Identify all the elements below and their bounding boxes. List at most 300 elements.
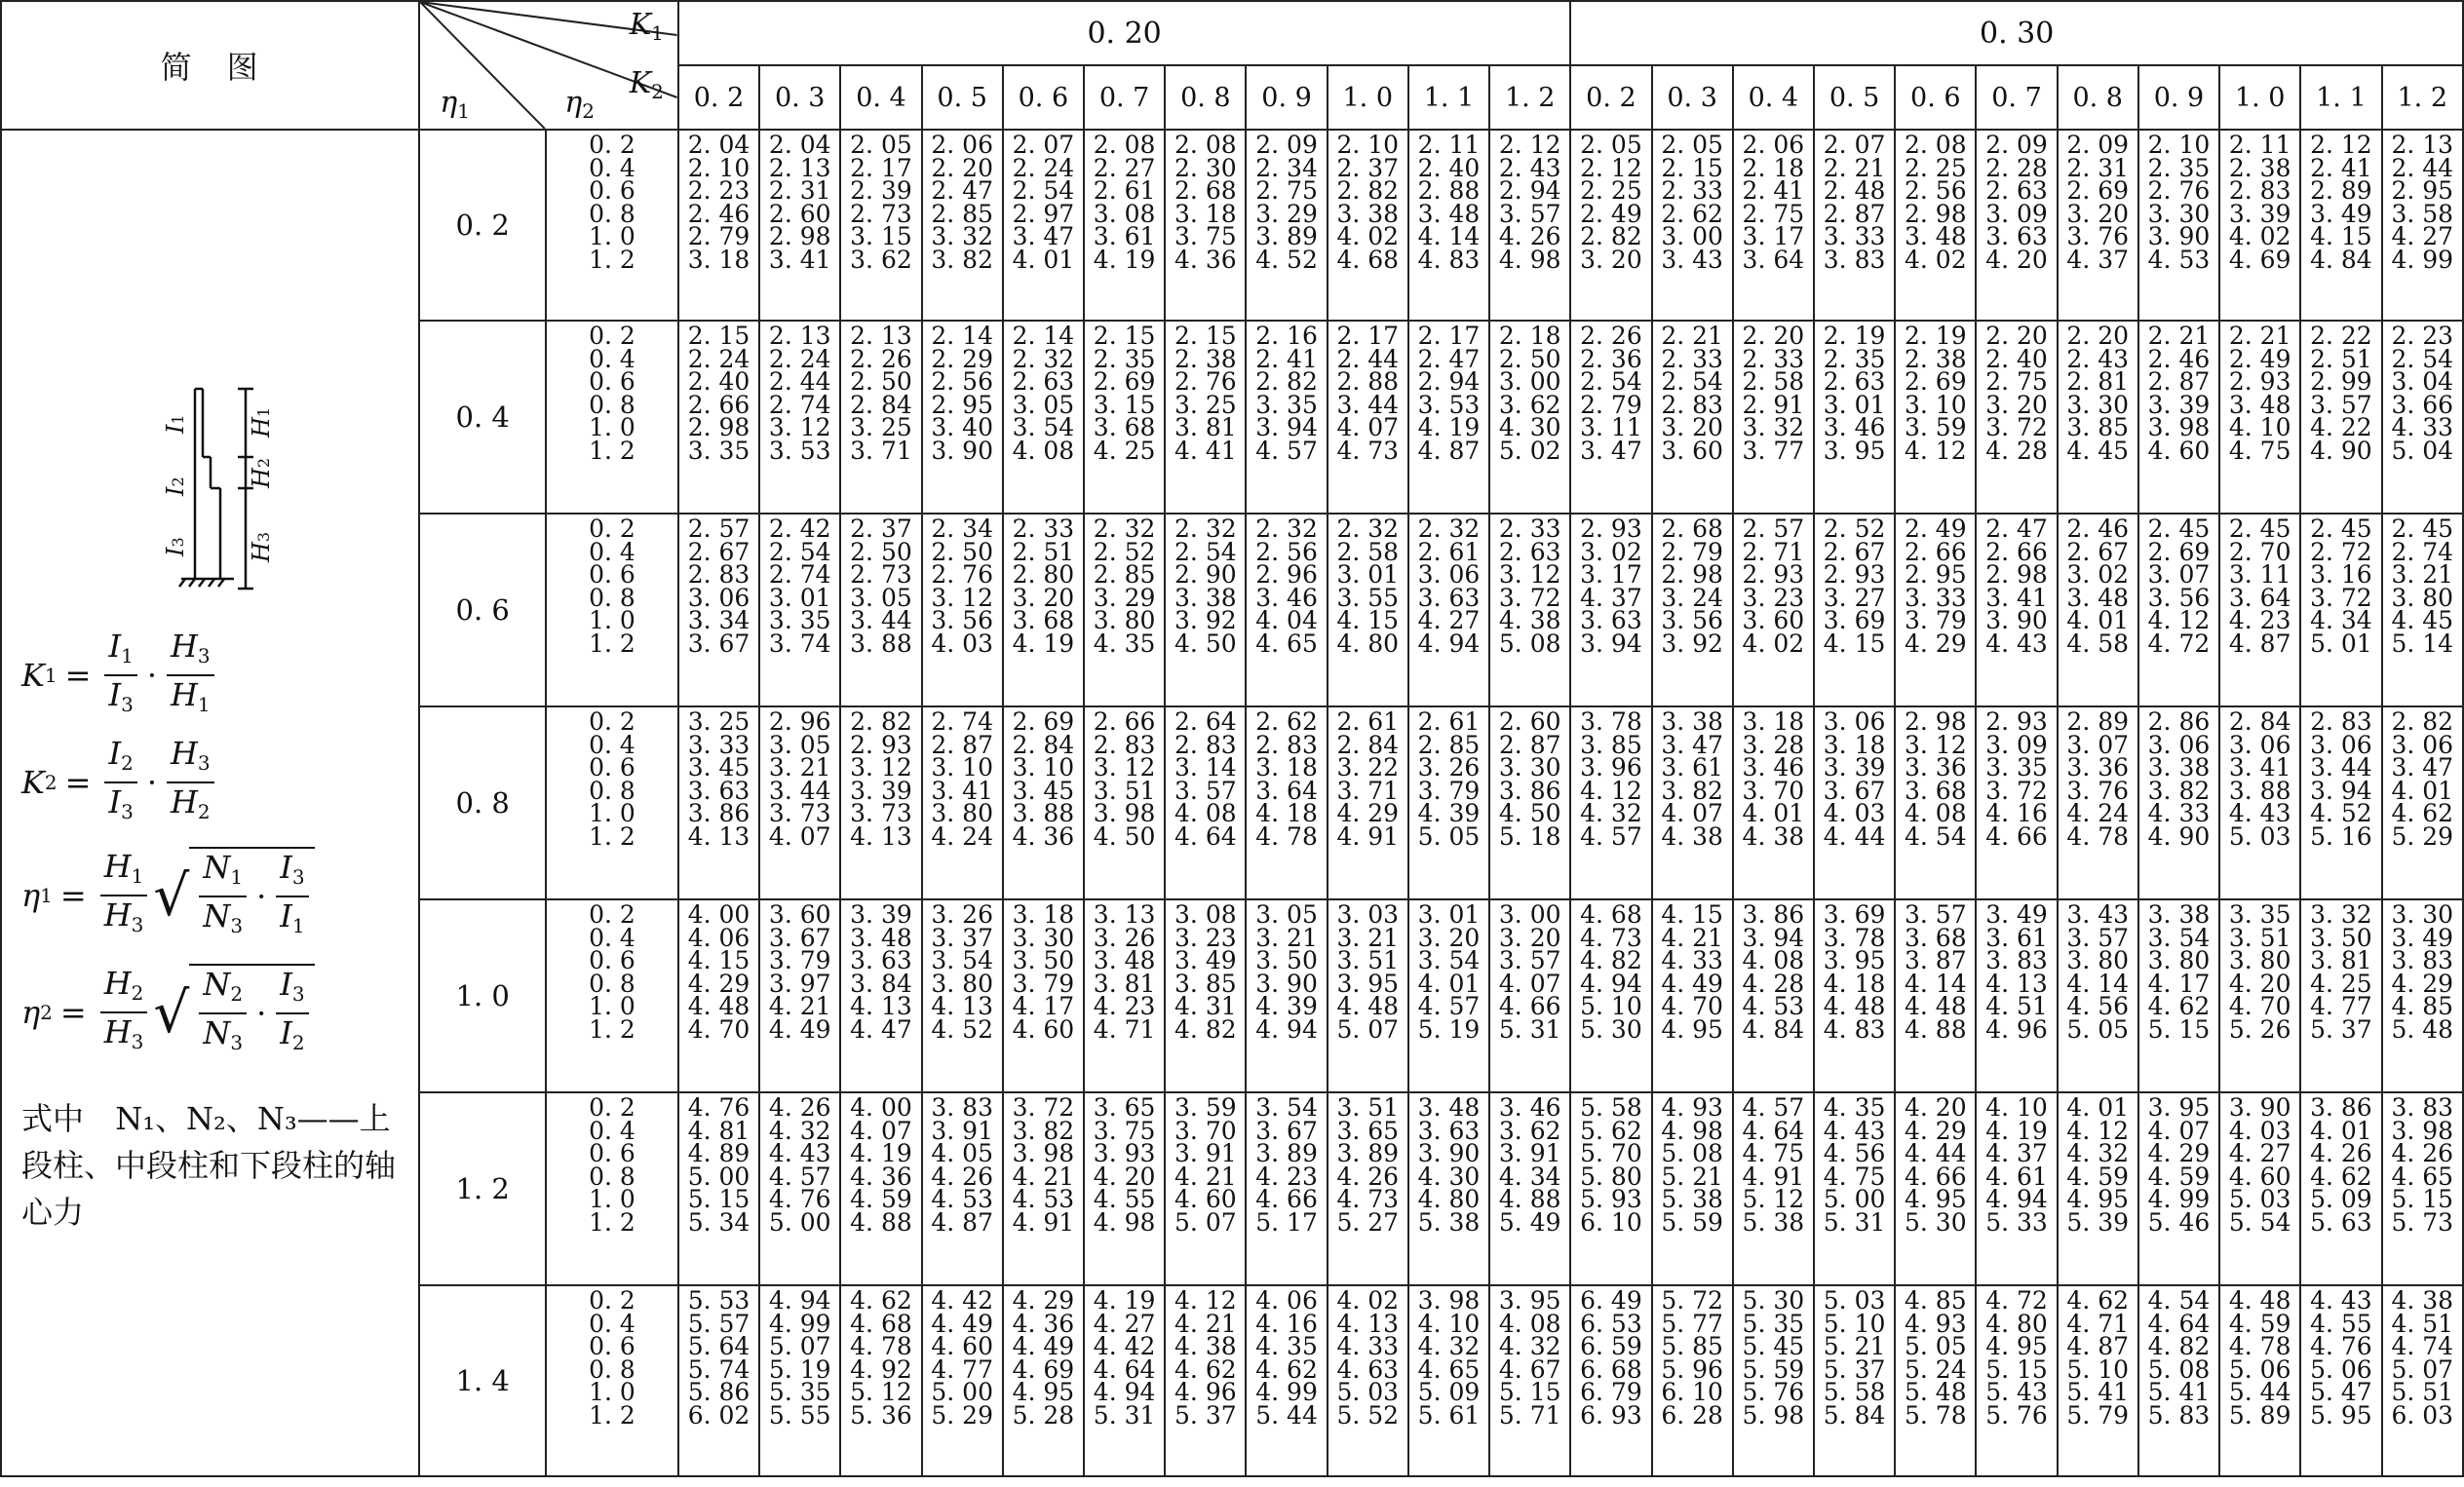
eta2-value: 0. 4 [589,730,635,759]
table-cell: 4. 26 [1336,1162,1400,1191]
table-cell: 2. 51 [2310,344,2372,373]
table-cell: 4. 01 [1742,799,1805,827]
table-cell: 2. 75 [1985,367,2048,396]
table-cell: 4. 70 [2228,992,2291,1020]
table-cell: 2. 38 [1174,344,1237,373]
table-cell: 2. 63 [1823,367,1886,396]
value-column-cell [759,1092,840,1285]
table-cell: 2. 47 [931,176,993,205]
table-cell: 4. 51 [1985,992,2048,1020]
eta2-value: 1. 2 [589,436,635,465]
table-cell: 4. 78 [2228,1332,2291,1360]
table-cell: 2. 28 [1985,153,2048,182]
table-cell: 3. 44 [768,776,831,805]
table-cell: 2. 85 [931,199,993,228]
table-cell: 6. 03 [2391,1400,2454,1430]
table-cell: 4. 44 [1823,821,1886,851]
table-cell: 3. 86 [687,799,751,827]
eta1-value: 0. 8 [419,706,546,899]
table-cell: 4. 29 [2391,969,2454,998]
table-cell: 2. 05 [850,131,912,159]
table-cell: 3. 83 [931,1093,993,1122]
table-cell: 3. 30 [2391,900,2454,929]
table-cell: 5. 54 [2228,1207,2291,1237]
table-cell: 4. 27 [2391,222,2454,250]
table-cell: 4. 53 [1742,992,1805,1020]
value-column-cell [1733,130,1814,321]
table-cell: 2. 40 [1417,153,1481,182]
table-cell: 3. 56 [2147,583,2211,612]
table-cell: 5. 08 [2147,1354,2211,1384]
table-cell: 3. 60 [1661,436,1723,465]
table-cell: 3. 18 [1174,199,1237,228]
eta2-values [546,706,678,899]
value-column-cell [1003,514,1084,706]
table-cell: 2. 83 [1255,730,1318,759]
table-cell: 3. 72 [1985,776,2048,805]
table-cell: 3. 29 [1255,199,1318,228]
table-cell: 5. 64 [687,1332,751,1360]
value-column-cell [1489,514,1570,706]
table-cell: 4. 53 [931,1185,993,1213]
table-cell: 3. 49 [2310,199,2372,228]
table-cell: 4. 90 [2310,436,2372,465]
table-cell: 3. 75 [1174,222,1237,250]
table-cell: 4. 70 [687,1014,751,1044]
table-cell: 2. 14 [1012,322,1075,350]
table-cell: 3. 78 [1823,923,1886,952]
value-column-cell [922,1092,1003,1285]
table-cell: 3. 21 [1255,923,1318,952]
table-cell: 3. 74 [768,629,831,658]
table-cell: 4. 94 [1580,969,1642,998]
value-column-cell [1976,514,2057,706]
table-cell: 5. 47 [2310,1378,2372,1406]
table-cell: 4. 49 [1661,969,1723,998]
table-cell: 4. 45 [2066,436,2130,465]
table-cell: 4. 34 [2310,606,2372,634]
table-cell: 5. 83 [2147,1400,2211,1430]
table-cell: 4. 36 [850,1162,912,1191]
value-column-cell [2219,899,2300,1092]
table-cell: 3. 12 [1093,753,1156,782]
table-cell: 2. 32 [1093,515,1156,543]
table-cell: 4. 62 [1174,1354,1237,1384]
value-column-cell [1003,130,1084,321]
table-cell: 4. 38 [1661,821,1723,851]
table-cell: 3. 05 [1012,390,1075,419]
table-cell: 5. 62 [1580,1116,1642,1145]
table-cell: 2. 46 [2147,344,2211,373]
table-cell: 5. 77 [1661,1309,1723,1338]
value-column-cell [1570,1092,1651,1285]
value-column-cell [2058,1285,2138,1476]
k2-header: 0. 8 [1165,65,1246,130]
table-cell: 4. 48 [687,992,751,1020]
table-cell: 2. 69 [1904,367,1967,396]
table-cell: 2. 24 [687,344,751,373]
table-cell: 5. 09 [1417,1378,1481,1406]
table-cell: 2. 61 [1417,707,1481,736]
table-cell: 5. 51 [2391,1378,2454,1406]
table-cell: 4. 94 [768,1286,831,1315]
table-cell: 4. 23 [1255,1162,1318,1191]
table-cell: 3. 01 [1823,390,1886,419]
table-cell: 2. 93 [850,730,912,759]
table-cell: 5. 12 [850,1378,912,1406]
eta2-value: 1. 0 [589,1378,635,1406]
eta2-value: 0. 6 [589,560,635,589]
table-cell: 4. 48 [2228,1286,2291,1315]
table-cell: 5. 06 [2228,1354,2291,1384]
table-cell: 3. 63 [850,946,912,974]
value-column-cell [2219,1285,2300,1476]
value-column-cell [1165,706,1246,899]
table-cell: 4. 69 [1012,1354,1075,1384]
table-cell: 4. 49 [1012,1332,1075,1360]
table-cell: 4. 19 [1417,413,1481,441]
table-cell: 5. 15 [687,1185,751,1213]
value-column-cell [1895,321,1976,514]
value-column-cell [2138,1285,2219,1476]
value-column-cell [1408,514,1489,706]
k2-header: 1. 2 [2382,65,2464,130]
table-cell: 2. 61 [1417,537,1481,566]
table-cell: 2. 61 [1093,176,1156,205]
table-cell: 3. 50 [2310,923,2372,952]
table-cell: 5. 07 [768,1332,831,1360]
table-cell: 3. 98 [1417,1286,1481,1315]
table-cell: 3. 53 [1417,390,1481,419]
table-cell: 3. 90 [2228,1093,2291,1122]
table-cell: 2. 13 [768,322,831,350]
table-cell: 4. 26 [2310,1139,2372,1167]
table-cell: 3. 20 [1580,245,1642,274]
table-cell: 3. 69 [1823,900,1886,929]
table-cell: 5. 36 [850,1400,912,1430]
table-cell: 3. 56 [1661,606,1723,634]
table-cell: 3. 86 [2310,1093,2372,1122]
table-cell: 4. 22 [2310,413,2372,441]
table-cell: 2. 84 [1336,730,1400,759]
table-cell: 3. 94 [1580,629,1642,658]
table-cell: 4. 18 [1823,969,1886,998]
value-column-cell [1814,706,1895,899]
table-cell: 2. 69 [1012,707,1075,736]
table-cell: 2. 97 [1012,199,1075,228]
table-cell: 2. 86 [2147,707,2211,736]
table-cell: 3. 98 [2391,1116,2454,1145]
table-cell: 2. 98 [1904,707,1967,736]
table-cell: 2. 05 [1661,131,1723,159]
table-cell: 5. 08 [1661,1139,1723,1167]
table-cell: 2. 33 [1742,344,1805,373]
value-column-cell [1408,1285,1489,1476]
table-cell: 2. 26 [1580,322,1642,350]
table-cell: 3. 45 [687,753,751,782]
eta2-value: 0. 8 [589,1354,635,1384]
table-cell: 3. 90 [1255,969,1318,998]
table-cell: 3. 43 [2066,900,2130,929]
table-cell: 2. 93 [2228,367,2291,396]
table-cell: 4. 88 [1904,1014,1967,1044]
table-cell: 3. 44 [2310,753,2372,782]
table-cell: 3. 91 [1174,1139,1237,1167]
table-cell: 3. 07 [2066,730,2130,759]
table-cell: 2. 94 [1417,367,1481,396]
table-cell: 4. 43 [1823,1116,1886,1145]
eta2-value: 0. 4 [589,344,635,373]
table-cell: 4. 02 [1336,1286,1400,1315]
table-cell: 3. 89 [1336,1139,1400,1167]
table-cell: 3. 98 [1093,799,1156,827]
table-cell: 4. 48 [1823,992,1886,1020]
table-cell: 3. 95 [2147,1093,2211,1122]
table-cell: 3. 20 [1985,390,2048,419]
table-cell: 3. 72 [1012,1093,1075,1122]
table-cell: 2. 64 [1174,707,1237,736]
value-column-cell [759,1285,840,1476]
value-column-cell [1976,1092,2057,1285]
table-cell: 5. 33 [1985,1207,2048,1237]
table-cell: 5. 30 [1742,1286,1805,1315]
table-cell: 3. 65 [1336,1116,1400,1145]
eta2-value: 0. 2 [589,900,635,929]
table-cell: 2. 21 [1823,153,1886,182]
k2-header: 0. 3 [759,65,840,130]
table-cell: 3. 33 [687,730,751,759]
table-cell: 4. 08 [1012,436,1075,465]
table-cell: 5. 46 [2147,1207,2211,1237]
table-cell: 4. 03 [2228,1116,2291,1145]
table-cell: 3. 45 [1012,776,1075,805]
table-cell: 2. 04 [687,131,751,159]
table-cell: 3. 85 [1580,730,1642,759]
table-cell: 2. 19 [1904,322,1967,350]
table-cell: 3. 48 [850,923,912,952]
value-column-cell [1814,514,1895,706]
table-cell: 3. 92 [1174,606,1237,634]
table-cell: 2. 33 [1661,176,1723,205]
value-column-cell [1489,1285,1570,1476]
table-cell: 4. 78 [850,1332,912,1360]
table-cell: 3. 33 [1904,583,1967,612]
table-cell: 5. 76 [1742,1378,1805,1406]
table-cell: 4. 00 [687,900,751,929]
table-cell: 3. 25 [1174,390,1237,419]
table-cell: 2. 12 [1498,131,1561,159]
table-cell: 2. 98 [1904,199,1967,228]
eta2-value: 0. 8 [589,1162,635,1191]
table-cell: 4. 95 [1012,1378,1075,1406]
table-cell: 2. 50 [1498,344,1561,373]
table-cell: 4. 43 [768,1139,831,1167]
table-cell: 5. 09 [2310,1185,2372,1213]
value-column-cell [1570,706,1651,899]
eta2-values [546,1285,678,1476]
table-cell: 2. 93 [1985,707,2048,736]
table-cell: 3. 18 [1012,900,1075,929]
table-cell: 3. 41 [931,776,993,805]
table-cell: 3. 18 [1742,707,1805,736]
table-cell: 4. 80 [1336,629,1400,658]
value-column-cell [1652,1092,1733,1285]
value-column-cell [2300,1285,2381,1476]
table-cell: 2. 25 [1580,176,1642,205]
table-cell: 4. 88 [850,1207,912,1237]
table-cell: 2. 15 [687,322,751,350]
table-cell: 2. 75 [1255,176,1318,205]
table-cell: 4. 10 [1417,1309,1481,1338]
table-cell: 2. 13 [768,153,831,182]
table-cell: 4. 94 [1417,629,1481,658]
table-cell: 3. 30 [1012,923,1075,952]
table-cell: 4. 25 [2310,969,2372,998]
table-cell: 5. 93 [1580,1185,1642,1213]
table-cell: 5. 44 [1255,1400,1318,1430]
table-cell: 3. 75 [1093,1116,1156,1145]
table-cell: 3. 67 [1255,1116,1318,1145]
table-cell: 4. 66 [1985,821,2048,851]
table-cell: 3. 69 [1823,606,1886,634]
table-cell: 2. 93 [1823,560,1886,589]
value-column-cell [1003,1092,1084,1285]
eta2-value: 0. 2 [589,1093,635,1122]
table-cell: 4. 84 [2310,245,2372,274]
table-cell: 3. 57 [2310,390,2372,419]
table-cell: 4. 37 [1580,583,1642,612]
table-cell: 3. 35 [2228,900,2291,929]
table-cell: 2. 74 [2391,537,2454,566]
table-cell: 3. 58 [2391,199,2454,228]
eta2-value: 0. 4 [589,1309,635,1338]
table-cell: 3. 80 [2066,946,2130,974]
table-cell: 3. 91 [1498,1139,1561,1167]
value-column-cell [840,706,921,899]
value-column-cell [1733,514,1814,706]
table-cell: 2. 76 [931,560,993,589]
table-cell: 3. 57 [1904,900,1967,929]
table-cell: 2. 71 [1742,537,1805,566]
table-cell: 4. 21 [1661,923,1723,952]
value-column-cell [1976,1285,2057,1476]
value-column-cell [1328,321,1408,514]
table-cell: 5. 02 [1498,436,1561,465]
k2-header: 0. 6 [1003,65,1084,130]
table-cell: 3. 26 [1417,753,1481,782]
value-column-cell [1652,321,1733,514]
table-cell: 4. 33 [2391,413,2454,441]
eta2-value: 0. 6 [589,1139,635,1167]
table-cell: 3. 77 [1742,436,1805,465]
value-column-cell [1652,899,1733,1092]
table-cell: 3. 47 [1661,730,1723,759]
table-cell: 4. 95 [2066,1185,2130,1213]
table-cell: 4. 01 [1012,245,1075,274]
k2-header: 1. 2 [1489,65,1570,130]
table-cell: 2. 26 [850,344,912,373]
table-cell: 3. 43 [1661,245,1723,274]
value-column-cell [1084,321,1165,514]
value-column-cell [678,514,759,706]
value-column-cell [1895,1285,1976,1476]
table-cell: 3. 35 [1985,753,2048,782]
table-cell: 4. 99 [2391,245,2454,274]
table-cell: 4. 78 [1255,821,1318,851]
table-cell: 2. 07 [1823,131,1886,159]
table-cell: 4. 96 [1985,1014,2048,1044]
table-cell: 4. 48 [1336,992,1400,1020]
table-cell: 2. 82 [2391,707,2454,736]
table-cell: 2. 82 [1255,367,1318,396]
table-cell: 4. 35 [1093,629,1156,658]
table-cell: 2. 83 [1174,730,1237,759]
table-cell: 5. 24 [1904,1354,1967,1384]
table-cell: 3. 78 [1580,707,1642,736]
table-cell: 4. 35 [1255,1332,1318,1360]
value-column-cell [1895,899,1976,1092]
table-cell: 4. 62 [2147,992,2211,1020]
table-cell: 5. 10 [2066,1354,2130,1384]
table-cell: 2. 06 [931,131,993,159]
table-cell: 3. 82 [2147,776,2211,805]
value-column-cell [2138,706,2219,899]
table-cell: 3. 29 [1093,583,1156,612]
table-cell: 2. 63 [1012,367,1075,396]
table-cell: 3. 65 [1093,1093,1156,1122]
table-cell: 3. 38 [2147,753,2211,782]
table-cell: 2. 31 [768,176,831,205]
table-cell: 2. 56 [1904,176,1967,205]
table-cell: 3. 94 [1742,923,1805,952]
table-cell: 2. 05 [1580,131,1642,159]
table-cell: 2. 95 [2391,176,2454,205]
table-cell: 4. 50 [1498,799,1561,827]
table-cell: 3. 67 [768,923,831,952]
value-column-cell [1165,321,1246,514]
table-cell: 4. 36 [1012,821,1075,851]
table-cell: 3. 15 [1093,390,1156,419]
table-cell: 4. 94 [1255,1014,1318,1044]
table-cell: 3. 30 [1498,753,1561,782]
table-cell: 5. 15 [1985,1354,2048,1384]
value-column-cell [2300,514,2381,706]
table-cell: 4. 38 [1174,1332,1237,1360]
table-cell: 2. 66 [687,390,751,419]
value-column-cell [1408,321,1489,514]
table-cell: 2. 69 [1093,367,1156,396]
table-cell: 3. 24 [1661,583,1723,612]
table-cell: 4. 99 [768,1309,831,1338]
table-cell: 4. 43 [2228,799,2291,827]
value-column-cell [1084,130,1165,321]
table-cell: 5. 39 [2066,1207,2130,1237]
table-cell: 4. 76 [768,1185,831,1213]
table-cell: 3. 80 [931,969,993,998]
value-column-cell [840,899,921,1092]
k2-header: 0. 6 [1895,65,1976,130]
table-cell: 5. 58 [1580,1093,1642,1122]
table-cell: 3. 85 [2066,413,2130,441]
eta2-value: 0. 6 [589,1332,635,1360]
table-cell: 5. 58 [1823,1378,1886,1406]
table-cell: 3. 80 [2147,946,2211,974]
value-column-cell [2138,130,2219,321]
table-cell: 4. 14 [1904,969,1967,998]
table-cell: 4. 17 [2147,969,2211,998]
value-column-cell [678,899,759,1092]
k2-header: 0. 2 [678,65,759,130]
